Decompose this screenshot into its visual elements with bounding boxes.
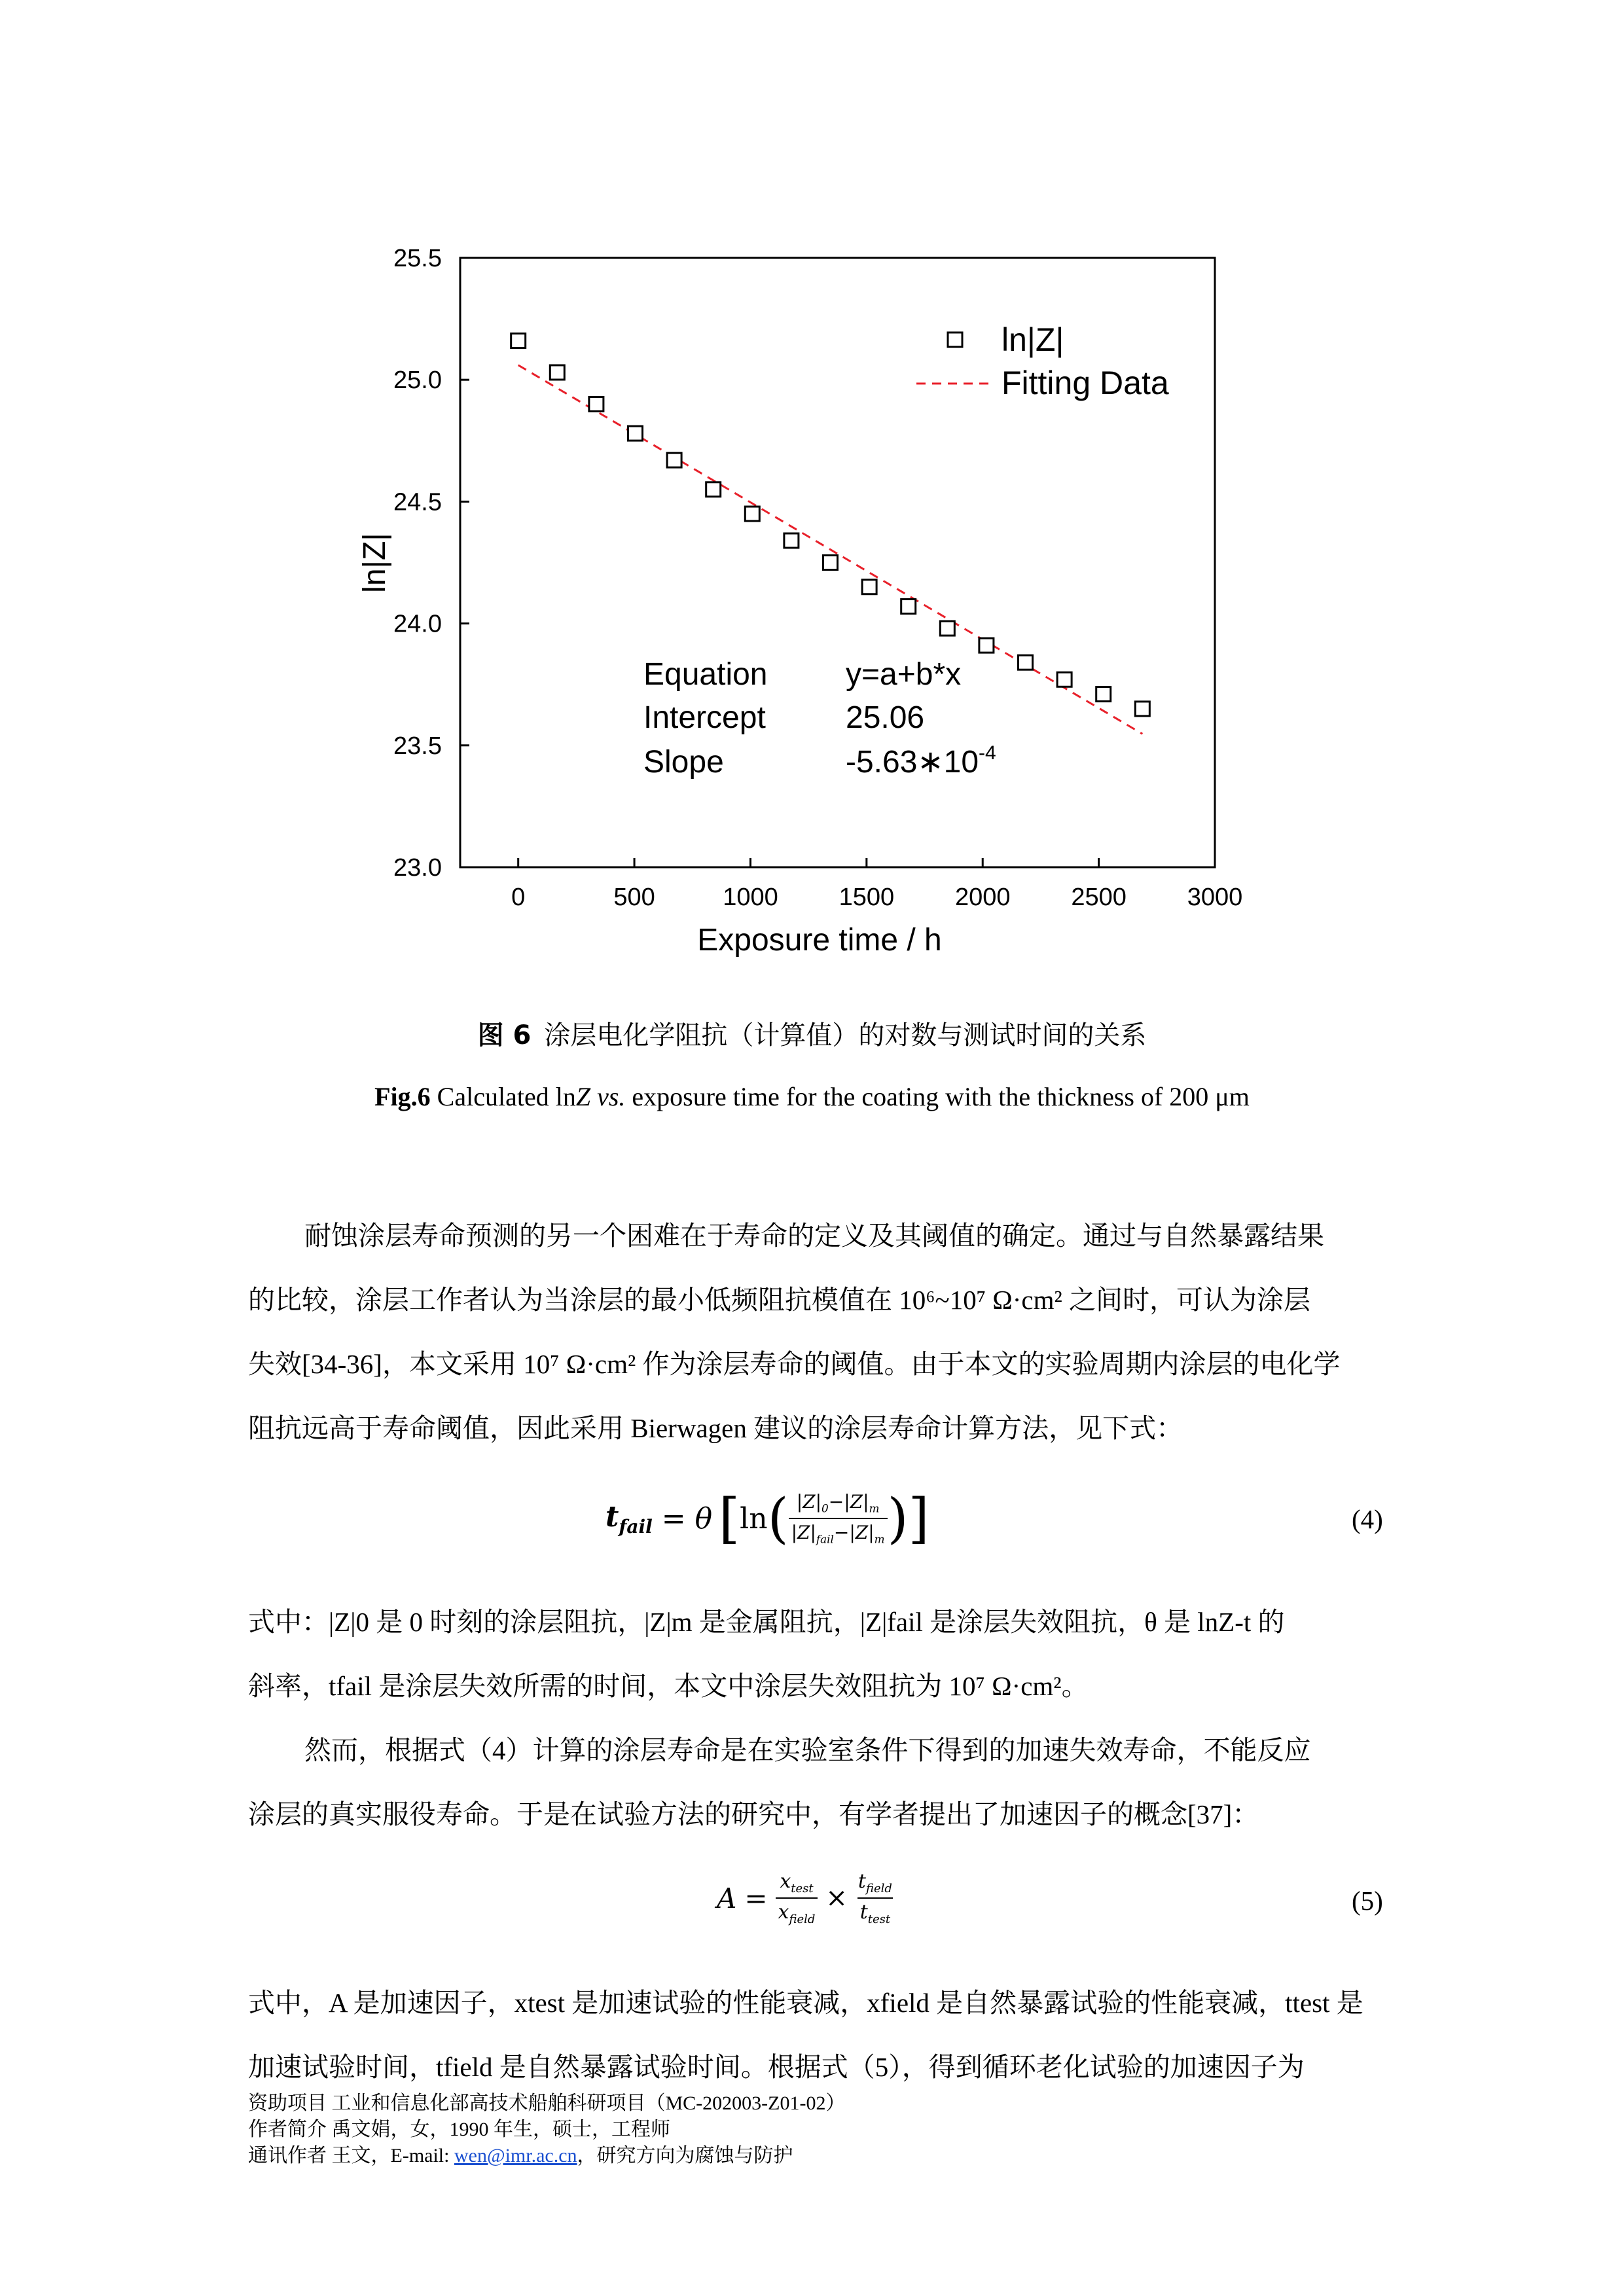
para2-line1: 式中：|Z|0 是 0 时刻的涂层阻抗，|Z|m 是金属阻抗，|Z|fail 是涂层失效阻抗，θ 是 lnZ-t 的 — [248, 1607, 1285, 1637]
caption-cn-label: 图 6 — [477, 1020, 532, 1050]
equation-5: A = $x_{test}$ $x_{field}$ × $t_{field}$ $t_{test}$ — [717, 1870, 892, 1926]
para4-line2: 加速试验时间，tfield 是自然暴露试验时间。根据式（5），得到循环老化试验的加速因子为 — [248, 2052, 1305, 2082]
data-point — [667, 453, 681, 467]
x-tick-label: 2500 — [1071, 884, 1127, 911]
caption-en-label: Fig.6 — [374, 1082, 431, 1111]
annot-equation-label: Equation — [643, 657, 768, 692]
data-point — [628, 426, 642, 440]
para1-line1: 耐蚀涂层寿命预测的另一个困难在于寿命的定义及其阈值的确定。通过与自然暴露结果 — [304, 1221, 1324, 1251]
footnote-contact — [248, 2139, 793, 2168]
x-tick-label: 1500 — [839, 884, 895, 911]
annot-intercept-value: 25.06 — [846, 700, 925, 735]
x-tick-label: 3000 — [1187, 884, 1243, 911]
equation-4: $t_{fail}$ = θ [ ln ( $|Z|_0-|Z|_m$ $|Z|_{fail}-|Z|_m$ ) ] — [605, 1487, 929, 1550]
equation-5-number: (5) — [1352, 1886, 1383, 1916]
y-axis-label: ln|Z| — [357, 533, 392, 593]
para3-line2: 涂层的真实服役寿命。于是在试验方法的研究中，有学者提出了加速因子的概念[37]： — [248, 1799, 1259, 1829]
para2-line2: 斜率，tfail 是涂层失效所需的时间，本文中涂层失效阻抗为 10⁷ Ω·cm²。 — [248, 1671, 1089, 1701]
data-point — [511, 334, 526, 348]
y-tick-label: 23.0 — [393, 854, 442, 882]
legend-square-marker — [948, 332, 962, 347]
data-point — [1135, 702, 1149, 716]
data-point — [979, 638, 994, 653]
y-tick-label: 25.5 — [393, 245, 442, 272]
fit-line-layer — [518, 365, 1143, 734]
data-point — [589, 397, 604, 411]
annot-equation-value: y=a+b*x — [846, 657, 962, 692]
data-point — [1057, 672, 1072, 687]
y-tick-label: 25.0 — [393, 367, 442, 395]
data-point — [784, 533, 799, 548]
figure-caption-en — [0, 1081, 1624, 1112]
data-point — [745, 507, 759, 521]
data-point — [1019, 655, 1033, 670]
caption-en-text: Calculated lnZ vs. exposure time for the coating with the thickness of 200 μm — [437, 1082, 1250, 1111]
footnote-contact-suffix: ，研究方向为腐蚀与防护 — [577, 2145, 793, 2166]
footnote-funding: 资助项目 工业和信息化部高技术船舶科研项目（MC-202003-Z01-02） — [248, 2092, 846, 2114]
para1-line2: 的比较，涂层工作者认为当涂层的最小低频阻抗模值在 10⁶~10⁷ Ω·cm² 之间时，可认为涂层 — [248, 1285, 1311, 1315]
data-point — [550, 365, 564, 380]
x-tick-label: 1000 — [723, 884, 778, 911]
x-axis-label: Exposure time / h — [697, 923, 942, 958]
para3-line1: 然而，根据式（4）计算的涂层寿命是在实验室条件下得到的加速失效寿命，不能反应 — [304, 1735, 1311, 1765]
data-point — [706, 482, 721, 497]
footnote-author: 作者简介 禹文娟，女，1990 年生，硕士，工程师 — [248, 2119, 670, 2140]
data-point — [901, 600, 916, 614]
data-point — [1096, 687, 1111, 702]
para4-line1: 式中，A 是加速因子，xtest 是加速试验的性能衰减，xfield 是自然暴露试验的性能衰减，ttest 是 — [248, 1988, 1363, 2018]
data-point — [940, 621, 954, 636]
para1-line4: 阻抗远高于寿命阈值，因此采用 Bierwagen 建议的涂层寿命计算方法，见下式： — [248, 1413, 1183, 1443]
figure-caption-cn — [0, 1014, 1624, 1052]
fit-line — [518, 365, 1143, 734]
annot-slope-label: Slope — [643, 745, 724, 780]
data-point — [862, 580, 876, 594]
annot-slope-value: $-5.63∗10^{-4}$ — [846, 742, 996, 780]
figure-chart — [0, 0, 1624, 995]
footnote-contact-prefix: 通讯作者 王文，E-mail: — [248, 2145, 454, 2166]
annot-intercept-label: Intercept — [643, 700, 766, 735]
y-tick-label: 24.5 — [393, 488, 442, 516]
x-tick-label: 0 — [511, 884, 526, 911]
caption-cn-text: 涂层电化学阻抗（计算值）的对数与测试时间的关系 — [544, 1020, 1147, 1050]
equation-4-number: (4) — [1352, 1504, 1383, 1534]
x-axis-ticks — [511, 858, 1242, 911]
y-tick-label: 23.5 — [393, 732, 442, 760]
x-tick-label: 2000 — [954, 884, 1011, 911]
legend-label-lnz: ln|Z| — [1001, 321, 1064, 358]
data-point — [823, 556, 838, 570]
legend-label-fitting: Fitting Data — [1001, 365, 1169, 401]
y-tick-label: 24.0 — [393, 610, 442, 638]
y-axis-ticks — [393, 245, 469, 882]
para1-line3: 失效[34-36]，本文采用 10⁷ Ω·cm² 作为涂层寿命的阈值。由于本文的实验周期内涂层的电化学 — [248, 1349, 1341, 1379]
email-link[interactable]: wen@imr.ac.cn — [454, 2145, 577, 2166]
x-tick-label: 500 — [613, 884, 655, 911]
